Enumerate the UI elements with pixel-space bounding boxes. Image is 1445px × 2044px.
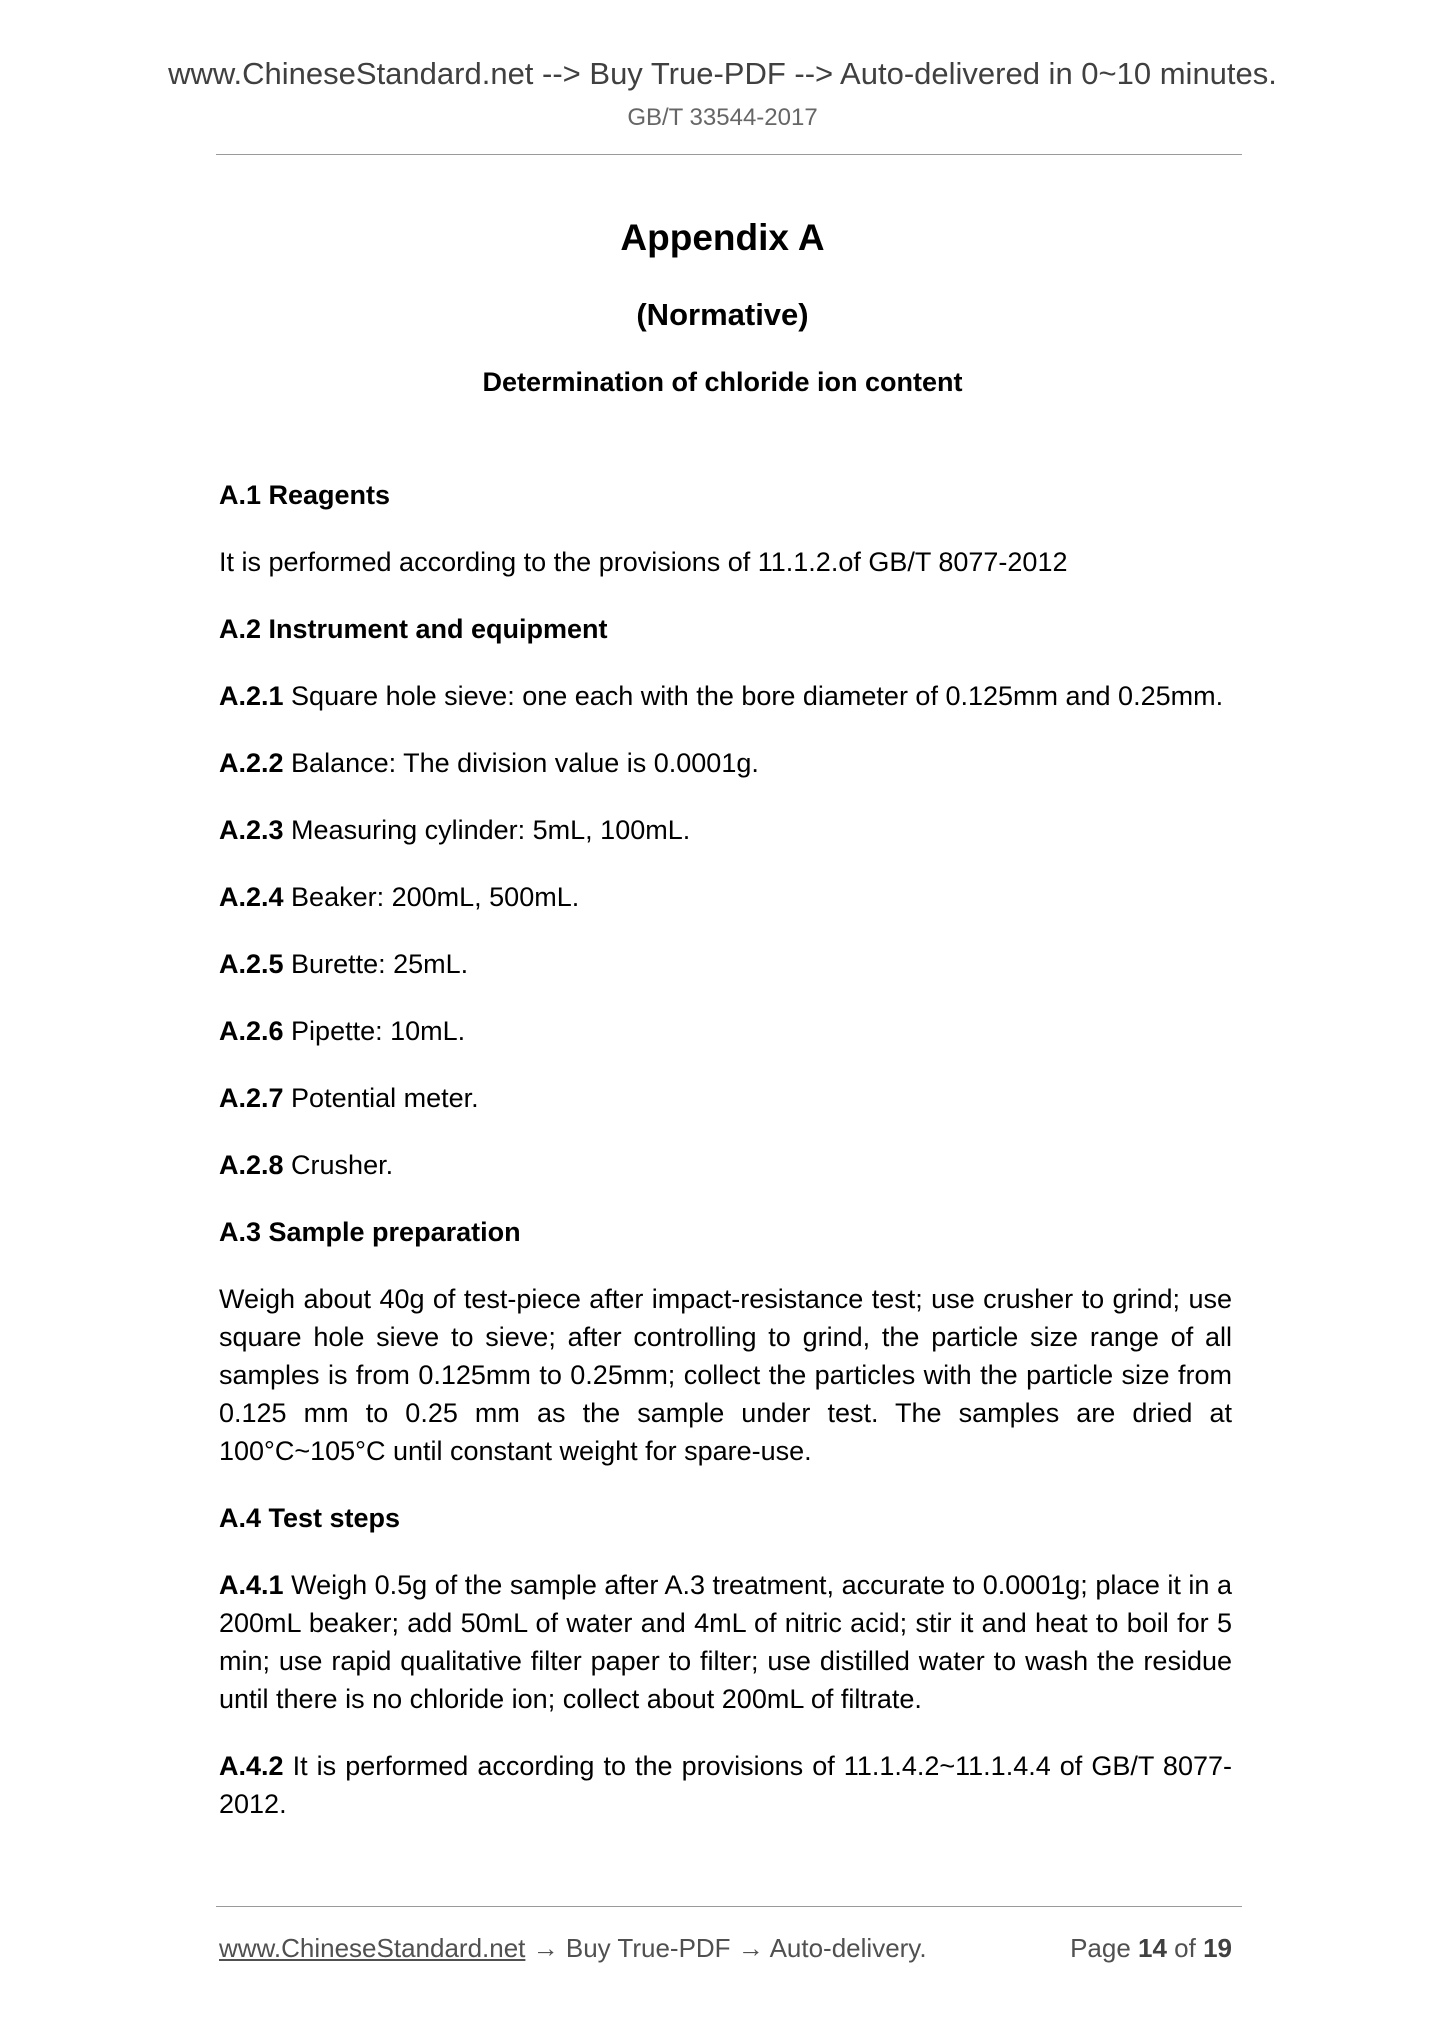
appendix-type: (Normative): [636, 297, 809, 332]
document-body: [219, 476, 1232, 1852]
clause-number: A.2.6: [219, 1016, 284, 1046]
section-heading-a3: A.3 Sample preparation: [219, 1217, 521, 1247]
footer-divider: [216, 1906, 1242, 1907]
section-text-a3: Weigh about 40g of test-piece after impact-resistance test; use crusher to grind; use square hole sieve to sieve; after controlling to grind, the particle size range of all samples is from 0.125mm to 0.25mm; collect the particles with the particle size from 0.125 mm to 0.25 mm as the sample under test. The samples are dried at 100°C~105°C until constant weight for spare-use.: [219, 1284, 1232, 1466]
clause-number: A.4.2: [219, 1751, 284, 1781]
page-label: Page: [1070, 1933, 1139, 1963]
appendix-title: Appendix A: [620, 217, 825, 258]
clause-text: Measuring cylinder: 5mL, 100mL.: [283, 815, 691, 845]
clause-a26: [219, 1012, 1232, 1050]
clause-a25: [219, 945, 1232, 983]
footer-promo: [219, 1932, 927, 1964]
clause-number: A.2.2: [219, 748, 284, 778]
section-text-a1: It is performed according to the provisions of 11.1.2.of GB/T 8077-2012: [219, 547, 1068, 577]
clause-text: Pipette: 10mL.: [283, 1016, 466, 1046]
clause-a28: [219, 1146, 1232, 1184]
clause-number: A.2.8: [219, 1150, 284, 1180]
total-pages: 19: [1203, 1933, 1232, 1963]
section-heading-a2: A.2 Instrument and equipment: [219, 614, 608, 644]
clause-number: A.2.7: [219, 1083, 284, 1113]
clause-a23: [219, 811, 1232, 849]
clause-number: A.2.1: [219, 681, 284, 711]
clause-text: Weigh 0.5g of the sample after A.3 treatment, accurate to 0.0001g; place it in a 200mL beaker; add 50mL of water and 4mL of nitric acid; stir it and heat to boil for 5 min; use rapid qualitative filter paper to filter; use distilled water to wash the residue until there is no chloride ion; collect about 200mL of filtrate.: [219, 1570, 1232, 1714]
clause-text: Crusher.: [283, 1150, 394, 1180]
footer-site-link[interactable]: www.ChineseStandard.net: [219, 1933, 526, 1963]
page-number: [1070, 1932, 1232, 1964]
page-of-label: of: [1166, 1933, 1204, 1963]
clause-a27: [219, 1079, 1232, 1117]
header-divider: [216, 154, 1242, 155]
footer-promo-text: → Buy True-PDF → Auto-delivery.: [525, 1933, 927, 1963]
top-banner: www.ChineseStandard.net --> Buy True-PDF --> Auto-delivered in 0~10 minutes.: [168, 56, 1277, 91]
section-heading-a4: A.4 Test steps: [219, 1503, 401, 1533]
clause-number: A.4.1: [219, 1570, 284, 1600]
clause-number: A.2.4: [219, 882, 284, 912]
clause-a42: [219, 1747, 1232, 1823]
clause-a22: [219, 744, 1232, 782]
clause-number: A.2.5: [219, 949, 284, 979]
clause-a21: [219, 677, 1232, 715]
appendix-subject: Determination of chloride ion content: [482, 367, 963, 397]
clause-text: Beaker: 200mL, 500mL.: [283, 882, 580, 912]
clause-a41: [219, 1566, 1232, 1718]
standard-code: GB/T 33544-2017: [627, 104, 818, 131]
section-heading-a1: A.1 Reagents: [219, 480, 391, 510]
clause-text: Burette: 25mL.: [283, 949, 469, 979]
clause-text: Balance: The division value is 0.0001g.: [283, 748, 759, 778]
clause-text: It is performed according to the provisions of 11.1.4.2~11.1.4.4 of GB/T 8077-2012.: [219, 1751, 1232, 1819]
clause-text: Potential meter.: [283, 1083, 479, 1113]
clause-number: A.2.3: [219, 815, 284, 845]
current-page: 14: [1138, 1933, 1167, 1963]
clause-a24: [219, 878, 1232, 916]
clause-text: Square hole sieve: one each with the bore diameter of 0.125mm and 0.25mm.: [283, 681, 1224, 711]
